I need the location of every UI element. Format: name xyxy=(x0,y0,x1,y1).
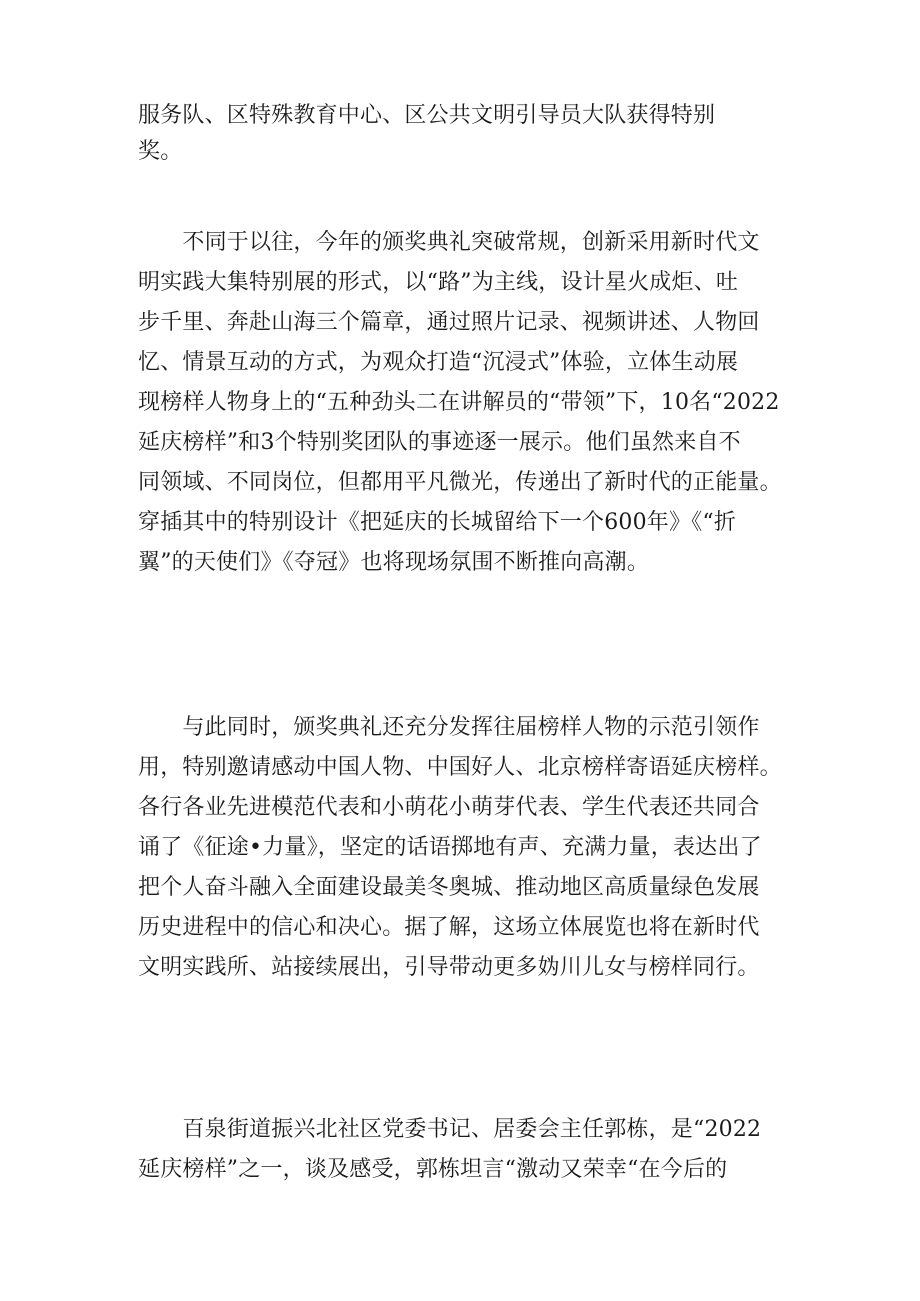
paragraph-3 xyxy=(138,708,788,988)
text-line: 穿插其中的特别设计《把延庆的长城留给下一个600年》《“折 xyxy=(138,510,737,535)
text-line: 忆、情景互动的方式，为观众打造“沉浸式”体验，立体生动展 xyxy=(138,350,739,375)
text-line: 步千里、奔赴山海三个篇章，通过照片记录、视频讲述、人物回 xyxy=(138,310,760,335)
text-line: 百泉街道振兴北社区党委书记、居委会主任郭栋，是“2022 xyxy=(138,1117,762,1142)
text-line: 文明实践所、站接续展出，引导带动更多妫川儿女与榜样同行。 xyxy=(138,955,760,980)
text-line: 延庆榜样”和3个特别奖团队的事迹逐一展示。他们虽然来自不 xyxy=(138,430,741,455)
text-line: 与此同时，颁奖典礼还充分发挥往届榜样人物的示范引领作 xyxy=(138,715,760,740)
text-line: 各行各业先进模范代表和小萌花小萌芽代表、学生代表还共同合 xyxy=(138,795,760,820)
text-line: 奖。 xyxy=(138,139,183,164)
text-line: 明实践大集特别展的形式，以“路”为主线，设计星火成炬、吐 xyxy=(138,270,739,295)
text-line: 同领域、不同岗位，但都用平凡微光，传递出了新时代的正能量。 xyxy=(138,470,782,495)
text-line: 把个人奋斗融入全面建设最美冬奥城、推动地区高质量绿色发展 xyxy=(138,875,760,900)
text-line: 服务队、区特殊教育中心、区公共文明引导员大队获得特别 xyxy=(138,103,716,128)
text-line: 翼”的天使们》《夺冠》也将现场氛围不断推向高潮。 xyxy=(138,550,650,575)
paragraph-1 xyxy=(138,98,788,170)
text-line: 不同于以往，今年的颁奖典礼突破常规，创新采用新时代文 xyxy=(138,230,760,255)
paragraph-4 xyxy=(138,1110,788,1190)
paragraph-2 xyxy=(138,223,788,583)
text-line: 历史进程中的信心和决心。据了解，这场立体展览也将在新时代 xyxy=(138,915,760,940)
text-line: 延庆榜样”之一，谈及感受，郭栋坦言“激动又荣幸“在今后的 xyxy=(138,1157,728,1182)
text-line: 诵了《征途•力量》，坚定的话语掷地有声、充满力量，表达出了 xyxy=(138,835,762,860)
text-line: 现榜样人物身上的“五种劲头二在讲解员的“带领”下，10名“2022 xyxy=(138,390,780,415)
text-line: 用，特别邀请感动中国人物、中国好人、北京榜样寄语延庆榜样。 xyxy=(138,755,782,780)
